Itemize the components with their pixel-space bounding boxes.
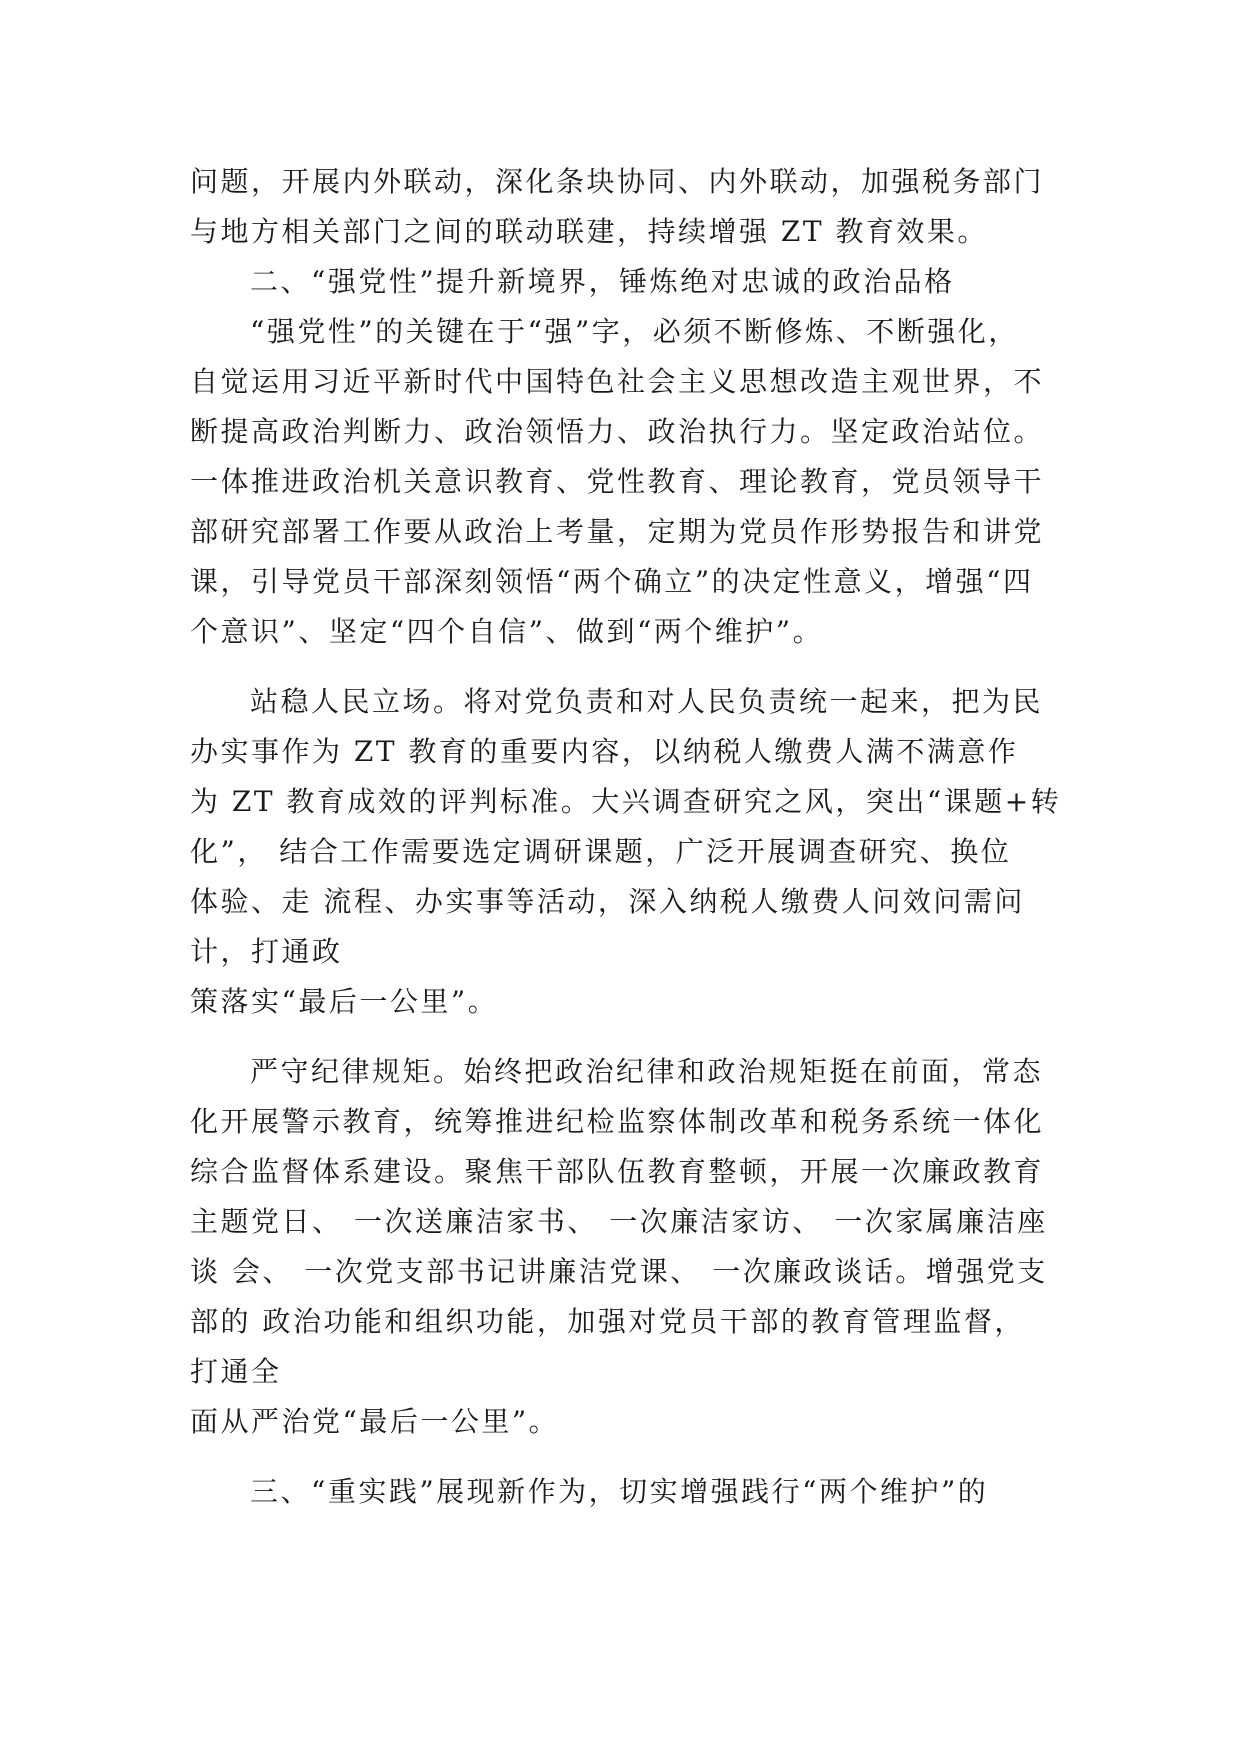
paragraph-line: 策落实“最后一公里”。 xyxy=(190,985,499,1018)
paragraph-line: 体验、走 流程、办实事等活动，深入纳税人缴费人问效问需问 xyxy=(190,885,1025,918)
paragraph-line: 断提高政治判断力、政治领悟力、政治执行力。坚定政治站位。 xyxy=(190,415,1045,448)
paragraph-line: 为 ZT 教育成效的评判标准。大兴调查研究之风，突出“课题+转 xyxy=(190,785,1062,818)
paragraph-line: 综合监督体系建设。聚焦干部队伍教育整顿，开展一次廉政教育 xyxy=(190,1155,1045,1188)
paragraph-line: 办实事作为 ZT 教育的重要内容，以纳税人缴费人满不满意作 xyxy=(190,735,1019,768)
paragraph-line: 部研究部署工作要从政治上考量，定期为党员作形势报告和讲党 xyxy=(190,515,1045,548)
paragraph-line: 自觉运用习近平新时代中国特色社会主义思想改造主观世界，不 xyxy=(190,365,1045,398)
paragraph-line: 化”， 结合工作需要选定调研课题，广泛开展调查研究、换位 xyxy=(190,835,1012,868)
paragraph-line: 问题，开展内外联动，深化条块协同、内外联动，加强税务部门 xyxy=(190,165,1045,198)
paragraph-line: 谈 会、 一次党支部书记讲廉洁党课、 一次廉政谈话。增强党支 xyxy=(190,1255,1048,1288)
paragraph-line: “强党性”的关键在于“强”字，必须不断修炼、不断强化， xyxy=(250,315,1019,348)
paragraph-line: 化开展警示教育，统筹推进纪检监察体制改革和税务系统一体化 xyxy=(190,1105,1045,1138)
paragraph-line: 严守纪律规矩。始终把政治纪律和政治规矩挺在前面，常态 xyxy=(250,1055,1044,1088)
section-heading: 三、“重实践”展现新作为，切实增强践行“两个维护”的 xyxy=(250,1475,989,1508)
paragraph-line: 面从严治党“最后一公里”。 xyxy=(190,1405,560,1438)
paragraph-line: 课，引导党员干部深刻领悟“两个确立”的决定性意义，增强“四 xyxy=(190,565,1034,598)
paragraph-line: 与地方相关部门之间的联动联建，持续增强 ZT 教育效果。 xyxy=(190,215,988,248)
paragraph-line: 一体推进政治机关意识教育、党性教育、理论教育，党员领导干 xyxy=(190,465,1045,498)
paragraph-line: 站稳人民立场。将对党负责和对人民负责统一起来，把为民 xyxy=(250,685,1044,718)
paragraph-line: 主题党日、 一次送廉洁家书、 一次廉洁家访、 一次家属廉洁座 xyxy=(190,1205,1048,1238)
paragraph-line: 计，打通政 xyxy=(190,935,343,968)
paragraph-line: 个意识”、坚定“四个自信”、做到“两个维护”。 xyxy=(190,615,824,648)
paragraph-line: 打通全 xyxy=(190,1355,282,1388)
section-heading: 二、“强党性”提升新境界，锤炼绝对忠诚的政治品格 xyxy=(250,265,955,298)
paragraph-line: 部的 政治功能和组织功能，加强对党员干部的教育管理监督， xyxy=(190,1305,1025,1338)
